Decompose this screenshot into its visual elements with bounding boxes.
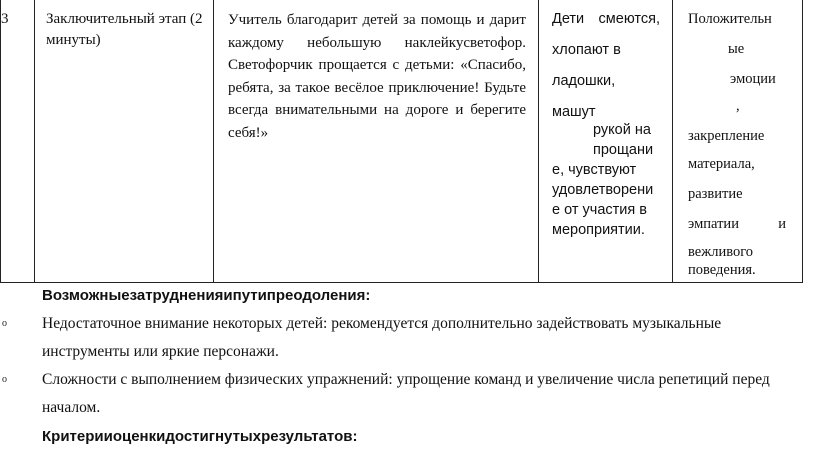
table-divider — [213, 0, 214, 283]
children-line: машут — [552, 104, 596, 120]
criteria-heading: Критерииоценкидостигнутыхрезультатов: — [42, 428, 358, 445]
result-line: закрепление — [688, 128, 765, 144]
children-line: Дети смеются, — [552, 11, 660, 27]
bullet-marker: o — [2, 318, 7, 329]
table-border-bottom — [0, 282, 802, 283]
table-border-right — [802, 0, 803, 283]
teacher-actions: Учитель благодарит детей за помощь и дарит каждому небольшую наклейкусветофор. Светофорчик прощается с детьми: «Спасибо, ребята, за такое весёлое приключение! Будьте всегда внимательными на дороге и берегите себя!» — [228, 12, 526, 141]
table-divider — [34, 0, 35, 283]
stage-name: Заключительный этап (2 минуты) — [46, 11, 203, 48]
result-line: развитие — [688, 186, 743, 202]
table-divider — [672, 0, 673, 283]
difficulty-text-line: Недостаточное внимание некоторых детей: рекомендуется дополнительно задействовать музыкальные — [42, 315, 722, 332]
difficulty-text-line: инструменты или яркие персонажи. — [42, 343, 279, 360]
difficulties-heading: Возможныезатрудненияипутипреодоления: — [42, 287, 371, 304]
children-line: е, чувствуют — [552, 162, 637, 178]
table-border-left — [0, 0, 1, 283]
result-line: эмоции — [730, 71, 776, 87]
children-line: мероприятии. — [552, 222, 645, 238]
result-line: материала, — [688, 156, 755, 172]
result-line: Положительн — [688, 11, 772, 27]
children-line: ладошки, — [552, 73, 616, 89]
bullet-marker: o — [2, 374, 7, 385]
result-line: эмпатии и — [688, 216, 786, 232]
children-line: удовлетворени — [552, 182, 654, 198]
result-line: поведения. — [688, 262, 756, 278]
children-line: рукой на — [593, 122, 651, 138]
children-line: прощани — [593, 142, 654, 158]
difficulty-text-line: началом. — [42, 399, 101, 416]
table-divider — [538, 0, 539, 283]
result-line: ые — [728, 41, 745, 57]
result-line: вежливого — [688, 244, 754, 260]
children-line: е от участия в — [552, 202, 647, 218]
difficulty-text-line: Сложности с выполнением физических упражнений: упрощение команд и увеличение числа репетиций перед — [42, 371, 770, 388]
row-number: 3 — [1, 11, 9, 27]
children-line: хлопают в — [552, 42, 621, 58]
result-line: , — [736, 98, 740, 114]
